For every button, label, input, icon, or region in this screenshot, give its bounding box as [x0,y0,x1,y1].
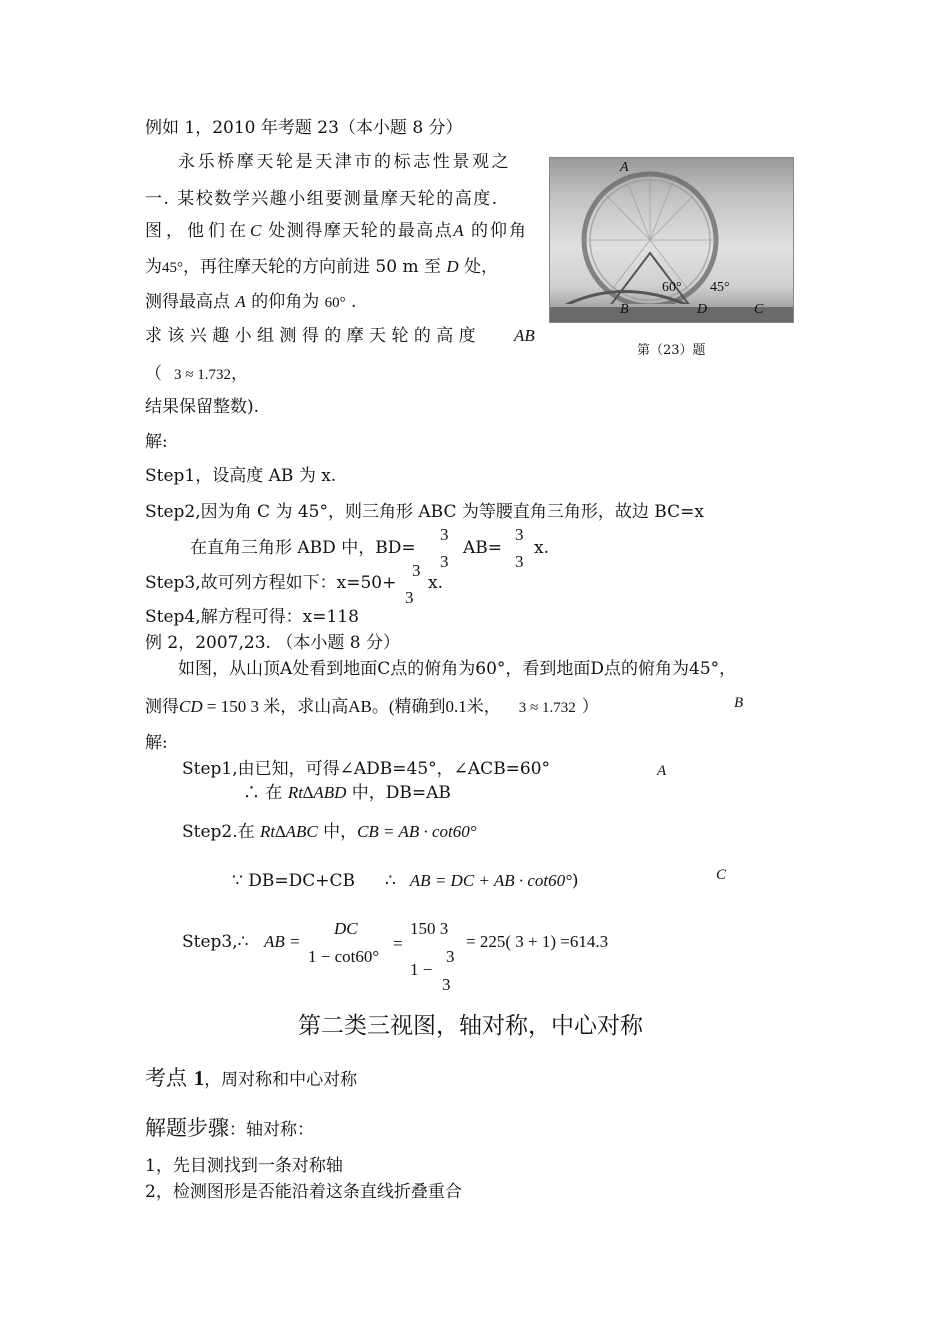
step-item-1: 1，先目测找到一条对称轴 [145,1156,343,1176]
example1-step2: Step2,因为角 C 为 45°，则三角形 ABC 为等腰直角三角形，故边 BC=x [145,502,704,522]
side-label-c: C [716,867,727,883]
example1-line1: 永乐桥摩天轮是天津市的标志性景观之 [178,152,512,172]
example2-solution-label: 解: [145,733,168,753]
section-heading: 第二类三视图，轴对称，中心对称 [298,1013,643,1039]
figure-label-b: B [620,302,629,317]
side-label-b: B [734,695,744,711]
example1-step2b-ab: AB= [463,538,503,558]
step3-fraction-numerator: DC [334,919,358,938]
figure-angle-60: 60° [662,280,682,295]
example1-line5: 测得最高点 A 的仰角为 60° . [145,292,357,312]
example2-step3-ab: AB = [264,932,301,951]
example1-step3-x: x. [428,573,443,593]
example1-ab: AB [514,326,535,345]
example1-step2b-text: 在直角三角形 ABD 中，BD= [190,538,416,558]
example2-step2: Step2.在 Rt∆ABC 中，CB = AB · cot60° [182,822,477,842]
ferris-wheel-photo [549,157,794,323]
step3-fraction-denominator: 1 − cot60° [308,947,380,966]
figure-label-c: C [754,302,764,317]
fraction-denominator: 3 [515,552,524,571]
figure-label-a: A [620,160,629,175]
step-item-2: 2，检测图形是否能沿着这条直线折叠重合 [145,1182,462,1202]
example2-line2: 测得CD = 150 3 米，求山高AB。(精确到0.1米， 3 ≈ 1.732 ） [145,697,599,717]
example1-line6: 求 该 兴 趣 小 组 测 得 的 摩 天 轮 的 高 度 [145,326,476,346]
example2-title: 例 2，2007,23. （本小题 8 分） [145,633,400,653]
step3-fraction2-den-mid: 1 − [410,960,433,979]
fraction-denominator: 3 [405,588,414,607]
step3-fraction2-den-bottom: 3 [442,975,451,994]
steps-heading: 解题步骤：轴对称： [145,1116,314,1140]
fraction-numerator: 3 [412,561,421,580]
figure-label-d: D [697,302,708,317]
step3-fraction2-den-top: 3 [446,947,455,966]
example1-step1: Step1，设高度 AB 为 x. [145,466,337,486]
example2-step3-label: Step3,∴ [182,932,249,952]
example2-line1: 如图，从山顶A处看到地面C点的俯角为60°，看到地面D点的俯角为45°， [178,659,737,679]
figure-caption: 第（23）题 [637,343,706,358]
example1-line4: 为45°，再往摩天轮的方向前进 50 m 至 D 处， [145,257,499,277]
step3-fraction2-numerator: 150 3 [410,919,449,938]
example1-step4: Step4,解方程可得：x=118 [145,607,359,627]
fraction-denominator: 3 [440,552,449,571]
example1-line8: 结果保留整数). [145,397,260,417]
example1-line3: 图，他们在C 处测得摩天轮的最高点A 的仰角 [145,221,529,241]
example1-step2b-x: x. [534,538,549,558]
fraction-numerator: 3 [515,525,524,544]
example1-solution-label: 解: [145,432,168,452]
key-point-heading: 考点 1，周对称和中心对称 [145,1066,358,1090]
example1-step3: Step3,故可列方程如下：x=50+ [145,573,397,593]
example1-line2: 一. 某校数学兴趣小组要测量摩天轮的高度. [145,189,499,209]
example1-title: 例如 1，2010 年考题 23（本小题 8 分） [145,118,463,138]
figure-angle-45: 45° [710,280,730,295]
example1-line7: （ 3 ≈ 1.732， [145,364,248,384]
example2-step1: Step1,由已知，可得∠ADB=45°，∠ACB=60° [182,759,551,779]
step3-result: = 225( 3 + 1) =614.3 [466,932,609,951]
step3-equals: = [393,934,403,953]
fraction-numerator: 3 [440,525,449,544]
example2-step1b: ∴ 在 Rt∆ABD 中，DB=AB [243,783,451,803]
side-label-a: A [657,763,667,779]
example2-because-line: ∵ DB=DC+CB ∴ AB = DC + AB · cot60°) [232,871,579,891]
